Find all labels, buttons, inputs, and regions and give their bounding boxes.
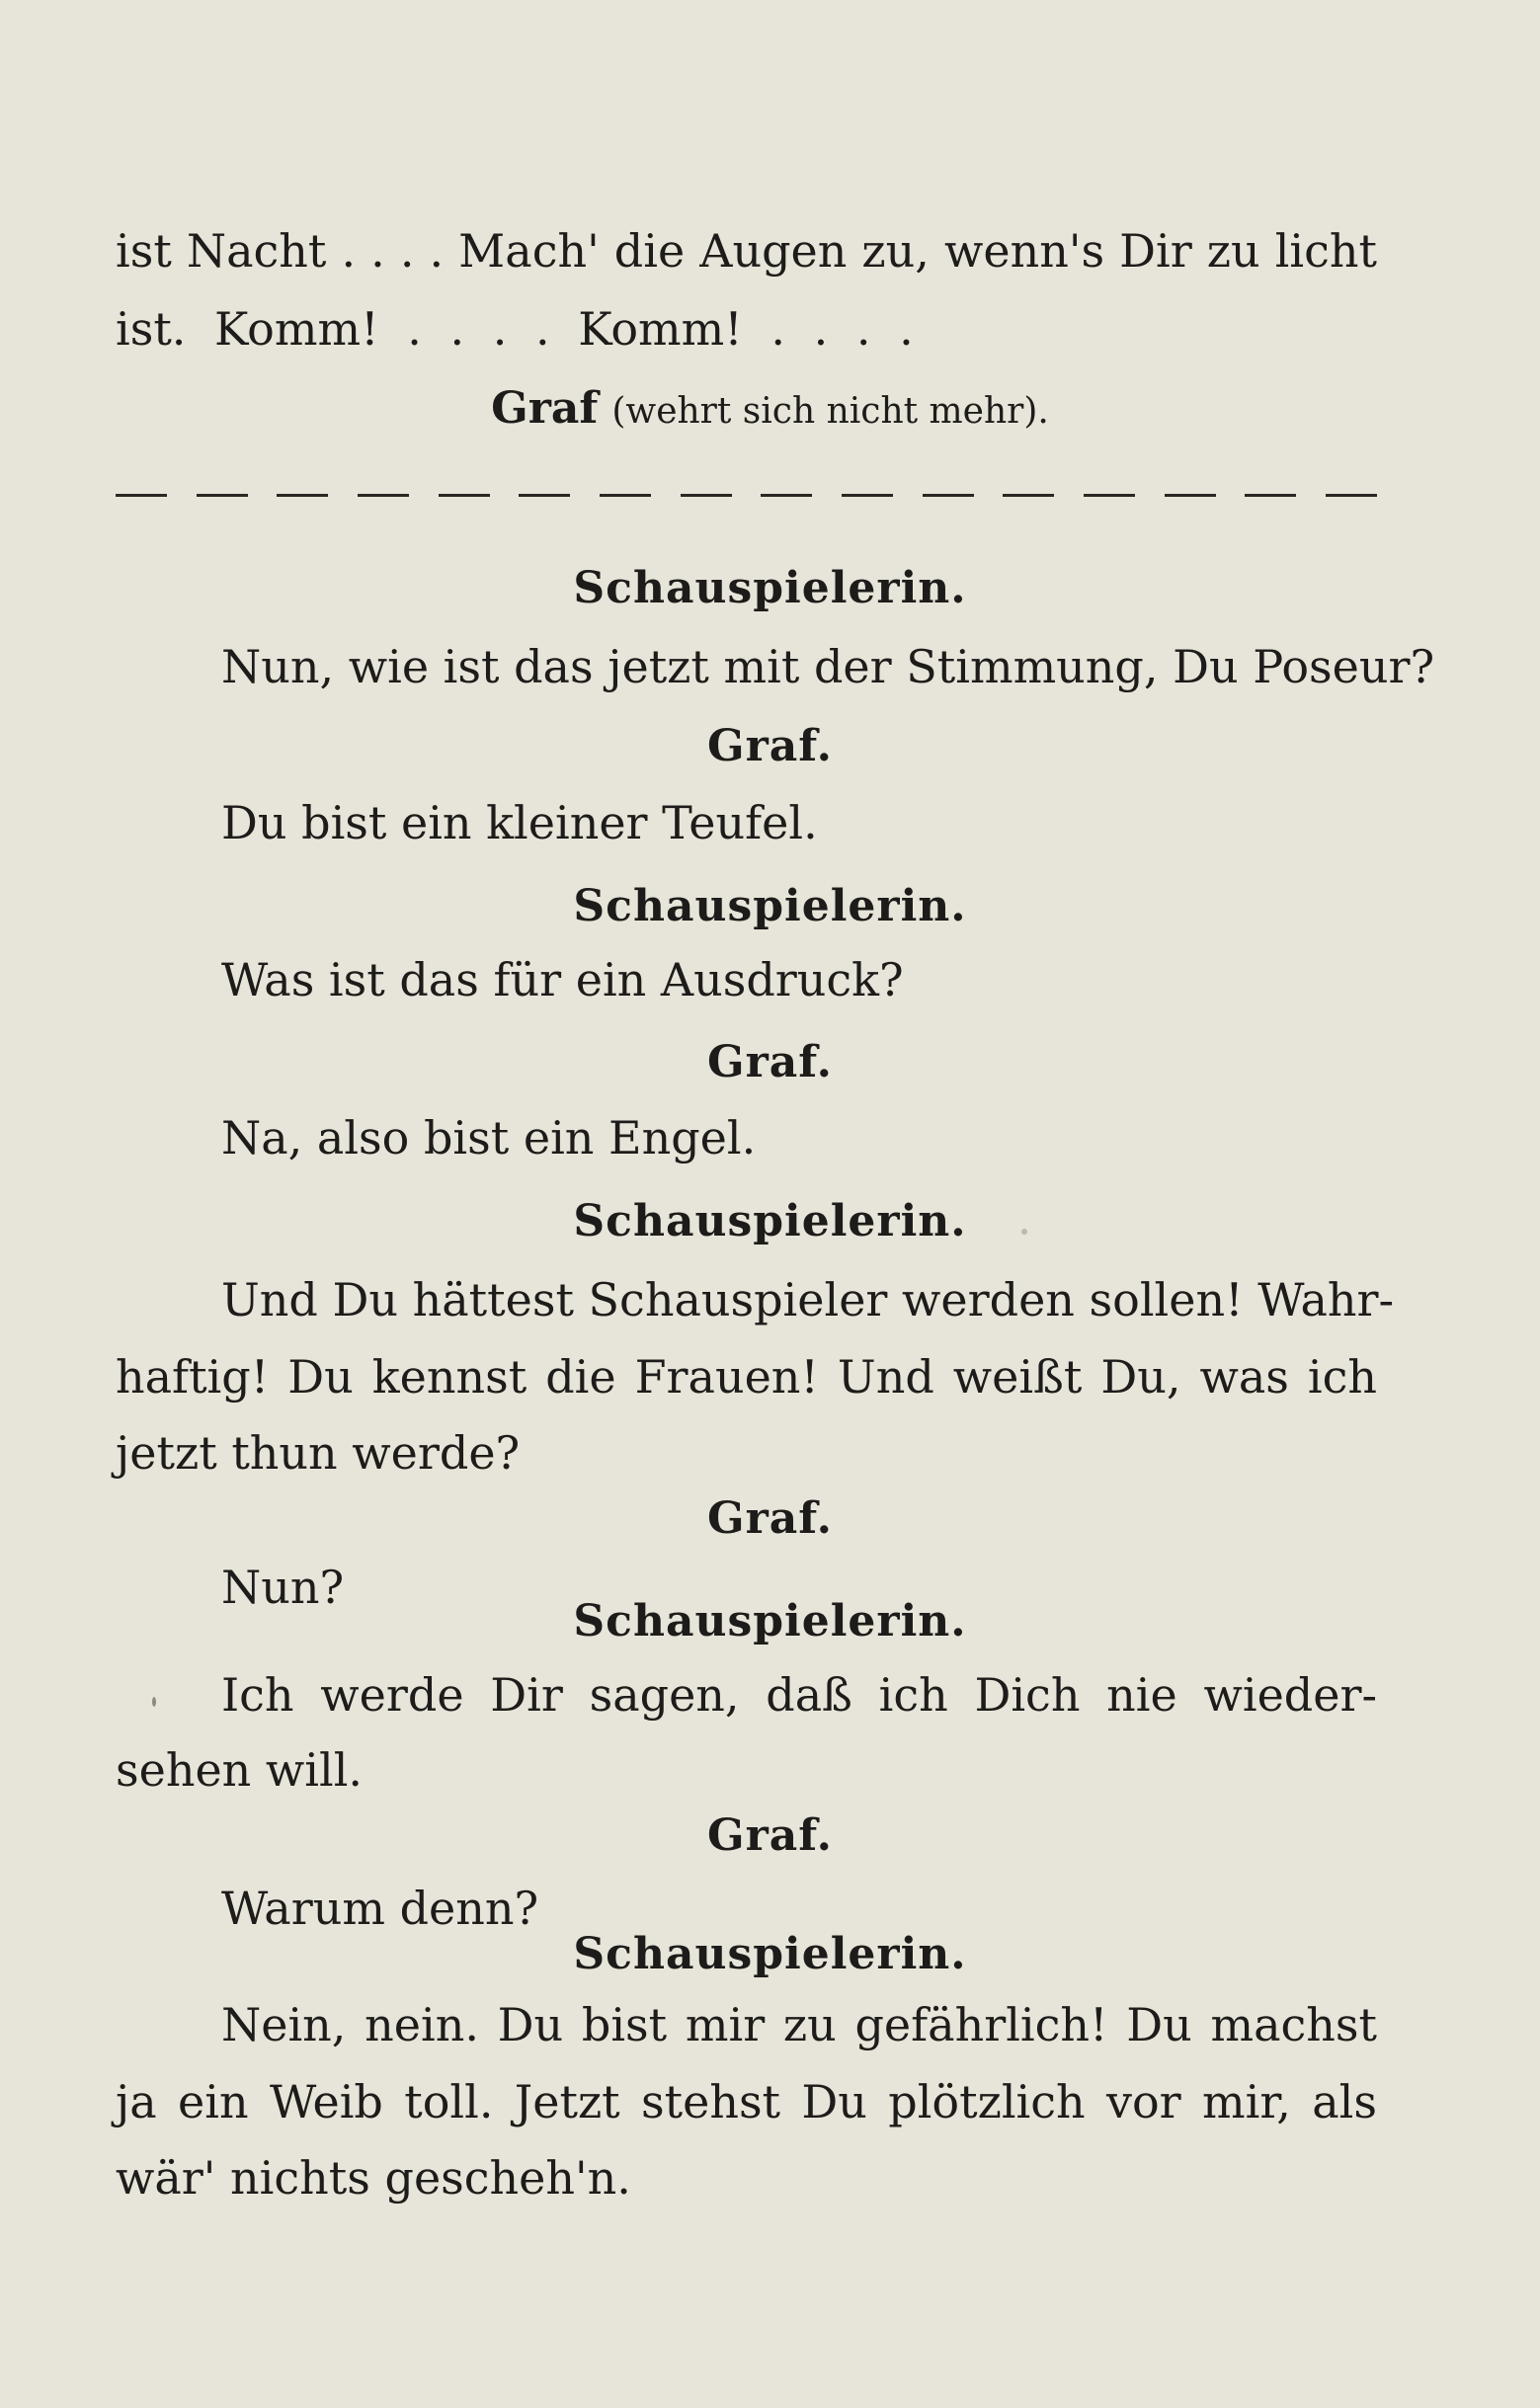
dialogue-line: sehen will. (116, 1743, 364, 1797)
dialogue-line: Was ist das für ein Ausdruck? (221, 953, 904, 1006)
speaker-heading: Graf. (707, 1037, 833, 1087)
speaker-heading: Schauspielerin. (573, 563, 967, 613)
paper-speck (152, 1697, 156, 1707)
dialogue-line: Nein, nein. Du bist mir zu gefährlich! Du machst (221, 1998, 1377, 2051)
speaker-name: Graf (491, 383, 599, 434)
dialogue-line: ja ein Weib toll. Jetzt stehst Du plötzlich vor mir, als (116, 2075, 1377, 2128)
dialogue-line: Warum denn? (221, 1882, 539, 1935)
speaker-heading: Schauspielerin. (573, 1596, 967, 1646)
text-line: ist Nacht . . . . Mach' die Augen zu, wenn's Dir zu licht (116, 224, 1377, 278)
dialogue-line: haftig! Du kennst die Frauen! Und weißt Du, was ich (116, 1350, 1377, 1404)
speaker-heading: Schauspielerin. (573, 1196, 967, 1246)
speaker-heading: Graf. (707, 721, 833, 771)
dialogue-line: Du bist ein kleiner Teufel. (221, 796, 818, 849)
scene-break-divider (116, 480, 1377, 510)
dialogue-line: Ich werde Dir sagen, daß ich Dich nie wieder- (221, 1668, 1377, 1722)
speaker-heading: Graf. (707, 1810, 833, 1861)
paper-speck (1021, 1229, 1027, 1235)
dialogue-line: Nun, wie ist das jetzt mit der Stimmung, Du Poseur? (221, 640, 1435, 693)
dialogue-line: Nun? (221, 1561, 345, 1614)
speaker-heading: Schauspielerin. (573, 881, 967, 931)
stage-direction-line (0, 379, 1540, 441)
speaker-heading: Schauspielerin. (573, 1929, 967, 1979)
dialogue-line: jetzt thun werde? (116, 1426, 521, 1480)
stage-direction: (wehrt sich nicht mehr). (611, 391, 1049, 432)
text-line: ist. Komm! . . . . Komm! . . . . (116, 302, 914, 356)
dialogue-line: Na, also bist ein Engel. (221, 1111, 757, 1164)
dialogue-line: wär' nichts gescheh'n. (116, 2151, 631, 2205)
dialogue-line: Und Du hättest Schauspieler werden sollen! Wahr- (221, 1273, 1395, 1326)
speaker-heading: Graf. (707, 1493, 833, 1544)
